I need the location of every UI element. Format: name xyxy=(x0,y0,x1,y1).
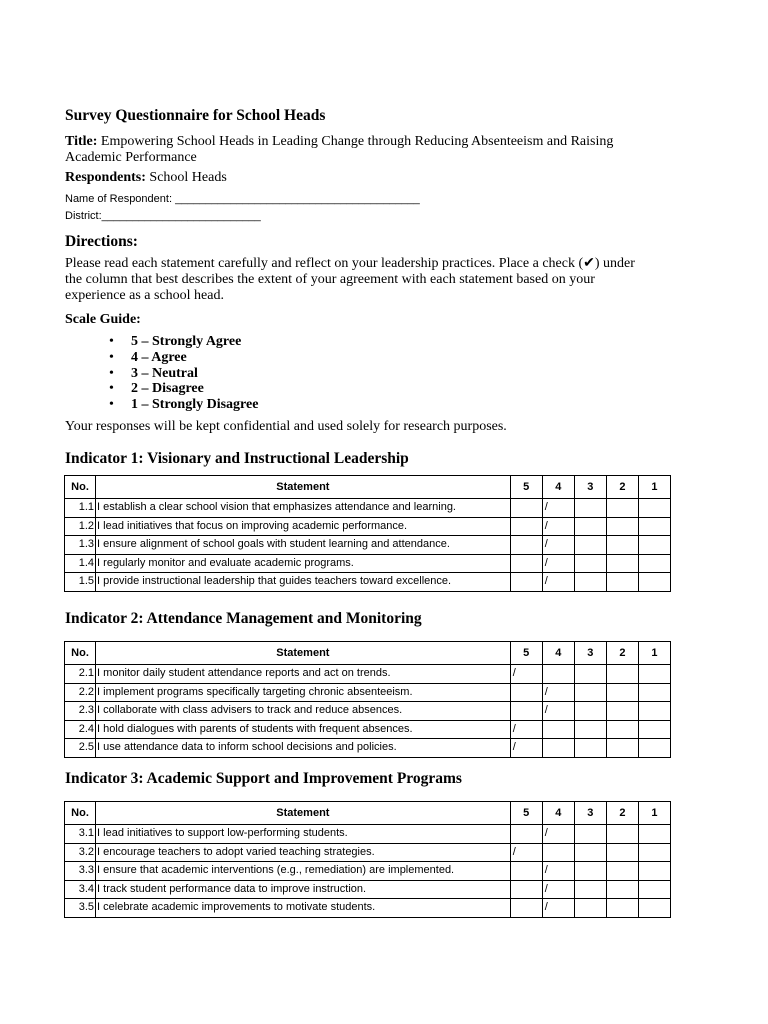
rating-cell-1[interactable] xyxy=(638,899,670,918)
rating-cell-4[interactable] xyxy=(542,536,574,555)
rating-cell-2[interactable] xyxy=(606,665,638,684)
statement-cell: I establish a clear school vision that emphasizes attendance and learning. xyxy=(96,499,511,518)
rating-cell-2[interactable] xyxy=(606,499,638,518)
scale-3-header: 3 xyxy=(574,642,606,665)
respondents-text: School Heads xyxy=(149,170,227,185)
directions-text: Please read each statement carefully and reflect on your leadership practices. Place a check (✔) under the column that best describes the extent of your agreement with each statement based on your experience as a school head. xyxy=(65,256,635,303)
indicator-heading: Indicator 2: Attendance Management and Monitoring xyxy=(65,610,422,627)
rating-cell-3[interactable] xyxy=(574,554,606,573)
scale-guide-list xyxy=(65,334,258,413)
rating-cell-4[interactable] xyxy=(542,517,574,536)
statement-cell: I provide instructional leadership that guides teachers toward excellence. xyxy=(96,573,511,592)
rating-cell-4[interactable] xyxy=(542,899,574,918)
rating-cell-5[interactable] xyxy=(510,554,542,573)
table-row xyxy=(65,862,671,881)
rating-cell-4[interactable] xyxy=(542,554,574,573)
rating-cell-4[interactable] xyxy=(542,665,574,684)
item-number: 2.1 xyxy=(65,665,96,684)
check-mark-icon: / xyxy=(544,704,548,717)
no-column-header: No. xyxy=(65,642,96,665)
check-mark-icon: / xyxy=(544,538,548,551)
table-row xyxy=(65,880,671,899)
rating-cell-4[interactable] xyxy=(542,702,574,721)
respondents-line xyxy=(65,170,227,186)
statement-cell: I regularly monitor and evaluate academic programs. xyxy=(96,554,511,573)
rating-cell-1[interactable] xyxy=(638,554,670,573)
item-number: 3.4 xyxy=(65,880,96,899)
scale-5-header: 5 xyxy=(510,642,542,665)
item-number: 3.2 xyxy=(65,843,96,862)
rating-cell-1[interactable] xyxy=(638,825,670,844)
statement-cell: I implement programs specifically targeting chronic absenteeism. xyxy=(96,683,511,702)
rating-cell-2[interactable] xyxy=(606,720,638,739)
rating-cell-1[interactable] xyxy=(638,517,670,536)
check-mark-icon: / xyxy=(512,667,516,680)
rating-cell-2[interactable] xyxy=(606,702,638,721)
rating-cell-4[interactable] xyxy=(542,499,574,518)
check-mark-icon: / xyxy=(512,845,516,858)
rating-cell-2[interactable] xyxy=(606,880,638,899)
table-row xyxy=(65,683,671,702)
scale-item: • 2 – Disagree xyxy=(65,381,258,397)
rating-cell-3[interactable] xyxy=(574,665,606,684)
item-number: 3.1 xyxy=(65,825,96,844)
item-number: 2.4 xyxy=(65,720,96,739)
rating-cell-5[interactable] xyxy=(510,536,542,555)
rating-cell-3[interactable] xyxy=(574,517,606,536)
rating-cell-5[interactable] xyxy=(510,573,542,592)
rating-cell-5[interactable] xyxy=(510,665,542,684)
item-number: 1.4 xyxy=(65,554,96,573)
rating-cell-2[interactable] xyxy=(606,683,638,702)
statement-cell: I track student performance data to improve instruction. xyxy=(96,880,511,899)
indicator-table xyxy=(64,475,671,592)
scale-5-header: 5 xyxy=(510,476,542,499)
item-number: 1.5 xyxy=(65,573,96,592)
rating-cell-5[interactable] xyxy=(510,517,542,536)
table-row xyxy=(65,499,671,518)
rating-cell-3[interactable] xyxy=(574,880,606,899)
statement-column-header: Statement xyxy=(96,802,511,825)
rating-cell-5[interactable] xyxy=(510,739,542,758)
rating-cell-3[interactable] xyxy=(574,843,606,862)
scale-guide-heading: Scale Guide: xyxy=(65,312,141,327)
table-row xyxy=(65,536,671,555)
statement-cell: I lead initiatives to support low-performing students. xyxy=(96,825,511,844)
item-number: 2.2 xyxy=(65,683,96,702)
statement-cell: I encourage teachers to adopt varied teaching strategies. xyxy=(96,843,511,862)
item-number: 2.3 xyxy=(65,702,96,721)
item-number: 3.3 xyxy=(65,862,96,881)
title-line xyxy=(65,134,655,166)
scale-5-header: 5 xyxy=(510,802,542,825)
name-of-respondent-field[interactable]: Name of Respondent: ________________________________________ xyxy=(65,193,420,205)
item-number: 1.3 xyxy=(65,536,96,555)
scale-2-header: 2 xyxy=(606,642,638,665)
rating-cell-4[interactable] xyxy=(542,573,574,592)
rating-cell-4[interactable] xyxy=(542,880,574,899)
rating-cell-3[interactable] xyxy=(574,683,606,702)
rating-cell-3[interactable] xyxy=(574,862,606,881)
table-header-row xyxy=(65,802,671,825)
table-row xyxy=(65,665,671,684)
title-text: Empowering School Heads in Leading Change through Reducing Absenteeism and Raising Academic Performance xyxy=(65,134,614,165)
directions-heading: Directions: xyxy=(65,233,138,250)
check-mark-icon: / xyxy=(512,722,516,735)
table-row xyxy=(65,825,671,844)
rating-cell-5[interactable] xyxy=(510,899,542,918)
rating-cell-2[interactable] xyxy=(606,517,638,536)
no-column-header: No. xyxy=(65,476,96,499)
scale-item: • 4 – Agree xyxy=(65,350,258,366)
check-mark-icon: / xyxy=(512,741,516,754)
check-mark-icon: / xyxy=(544,882,548,895)
statement-cell: I ensure alignment of school goals with student learning and attendance. xyxy=(96,536,511,555)
scale-item: • 1 – Strongly Disagree xyxy=(65,397,258,413)
no-column-header: No. xyxy=(65,802,96,825)
rating-cell-2[interactable] xyxy=(606,899,638,918)
rating-cell-4[interactable] xyxy=(542,720,574,739)
rating-cell-1[interactable] xyxy=(638,499,670,518)
document-title: Survey Questionnaire for School Heads xyxy=(65,107,326,124)
rating-cell-1[interactable] xyxy=(638,683,670,702)
rating-cell-3[interactable] xyxy=(574,739,606,758)
check-mark-icon: / xyxy=(544,556,548,569)
indicator-table xyxy=(64,641,671,758)
rating-cell-5[interactable] xyxy=(510,843,542,862)
statement-cell: I use attendance data to inform school decisions and policies. xyxy=(96,739,511,758)
rating-cell-4[interactable] xyxy=(542,739,574,758)
rating-cell-2[interactable] xyxy=(606,739,638,758)
scale-1-header: 1 xyxy=(638,642,670,665)
title-label: Title: xyxy=(65,134,98,149)
rating-cell-1[interactable] xyxy=(638,843,670,862)
rating-cell-3[interactable] xyxy=(574,720,606,739)
rating-cell-3[interactable] xyxy=(574,899,606,918)
rating-cell-2[interactable] xyxy=(606,573,638,592)
rating-cell-1[interactable] xyxy=(638,880,670,899)
scale-1-header: 1 xyxy=(638,476,670,499)
confidentiality-note: Your responses will be kept confidential and used solely for research purposes. xyxy=(65,419,507,434)
district-field[interactable]: District:__________________________ xyxy=(65,210,261,222)
scale-4-header: 4 xyxy=(542,476,574,499)
rating-cell-4[interactable] xyxy=(542,843,574,862)
scale-4-header: 4 xyxy=(542,642,574,665)
rating-cell-1[interactable] xyxy=(638,739,670,758)
check-mark-icon: / xyxy=(544,575,548,588)
check-mark-icon: / xyxy=(544,901,548,914)
scale-1-header: 1 xyxy=(638,802,670,825)
respondents-label: Respondents: xyxy=(65,170,146,185)
statement-cell: I collaborate with class advisers to track and reduce absences. xyxy=(96,702,511,721)
scale-2-header: 2 xyxy=(606,802,638,825)
rating-cell-2[interactable] xyxy=(606,554,638,573)
rating-cell-4[interactable] xyxy=(542,862,574,881)
rating-cell-4[interactable] xyxy=(542,683,574,702)
rating-cell-1[interactable] xyxy=(638,665,670,684)
rating-cell-3[interactable] xyxy=(574,536,606,555)
table-header-row xyxy=(65,642,671,665)
rating-cell-1[interactable] xyxy=(638,702,670,721)
rating-cell-5[interactable] xyxy=(510,862,542,881)
table-row xyxy=(65,843,671,862)
check-mark-icon: / xyxy=(544,501,548,514)
item-number: 1.2 xyxy=(65,517,96,536)
check-mark-icon: / xyxy=(544,519,548,532)
rating-cell-4[interactable] xyxy=(542,825,574,844)
rating-cell-1[interactable] xyxy=(638,720,670,739)
item-number: 3.5 xyxy=(65,899,96,918)
scale-2-header: 2 xyxy=(606,476,638,499)
statement-cell: I celebrate academic improvements to motivate students. xyxy=(96,899,511,918)
item-number: 2.5 xyxy=(65,739,96,758)
rating-cell-5[interactable] xyxy=(510,720,542,739)
rating-cell-5[interactable] xyxy=(510,825,542,844)
rating-cell-1[interactable] xyxy=(638,536,670,555)
table-row xyxy=(65,517,671,536)
rating-cell-1[interactable] xyxy=(638,862,670,881)
rating-cell-3[interactable] xyxy=(574,825,606,844)
scale-3-header: 3 xyxy=(574,802,606,825)
rating-cell-2[interactable] xyxy=(606,825,638,844)
rating-cell-3[interactable] xyxy=(574,573,606,592)
rating-cell-5[interactable] xyxy=(510,499,542,518)
table-row xyxy=(65,702,671,721)
statement-cell: I hold dialogues with parents of students with frequent absences. xyxy=(96,720,511,739)
table-header-row xyxy=(65,476,671,499)
table-row xyxy=(65,554,671,573)
statement-column-header: Statement xyxy=(96,476,511,499)
scale-4-header: 4 xyxy=(542,802,574,825)
rating-cell-5[interactable] xyxy=(510,683,542,702)
table-row xyxy=(65,720,671,739)
check-mark-icon: / xyxy=(544,685,548,698)
scale-item: • 5 – Strongly Agree xyxy=(65,334,258,350)
statement-column-header: Statement xyxy=(96,642,511,665)
statement-cell: I lead initiatives that focus on improving academic performance. xyxy=(96,517,511,536)
table-row xyxy=(65,899,671,918)
scale-3-header: 3 xyxy=(574,476,606,499)
scale-item: • 3 – Neutral xyxy=(65,366,258,382)
indicator-heading: Indicator 3: Academic Support and Improvement Programs xyxy=(65,770,462,787)
rating-cell-3[interactable] xyxy=(574,499,606,518)
statement-cell: I monitor daily student attendance reports and act on trends. xyxy=(96,665,511,684)
statement-cell: I ensure that academic interventions (e.g., remediation) are implemented. xyxy=(96,862,511,881)
table-row xyxy=(65,739,671,758)
check-mark-icon: / xyxy=(544,864,548,877)
rating-cell-3[interactable] xyxy=(574,702,606,721)
indicator-heading: Indicator 1: Visionary and Instructional Leadership xyxy=(65,450,409,467)
item-number: 1.1 xyxy=(65,499,96,518)
table-row xyxy=(65,573,671,592)
rating-cell-2[interactable] xyxy=(606,843,638,862)
check-mark-icon: / xyxy=(544,827,548,840)
rating-cell-5[interactable] xyxy=(510,702,542,721)
rating-cell-5[interactable] xyxy=(510,880,542,899)
indicator-table xyxy=(64,801,671,918)
rating-cell-1[interactable] xyxy=(638,573,670,592)
rating-cell-2[interactable] xyxy=(606,862,638,881)
rating-cell-2[interactable] xyxy=(606,536,638,555)
